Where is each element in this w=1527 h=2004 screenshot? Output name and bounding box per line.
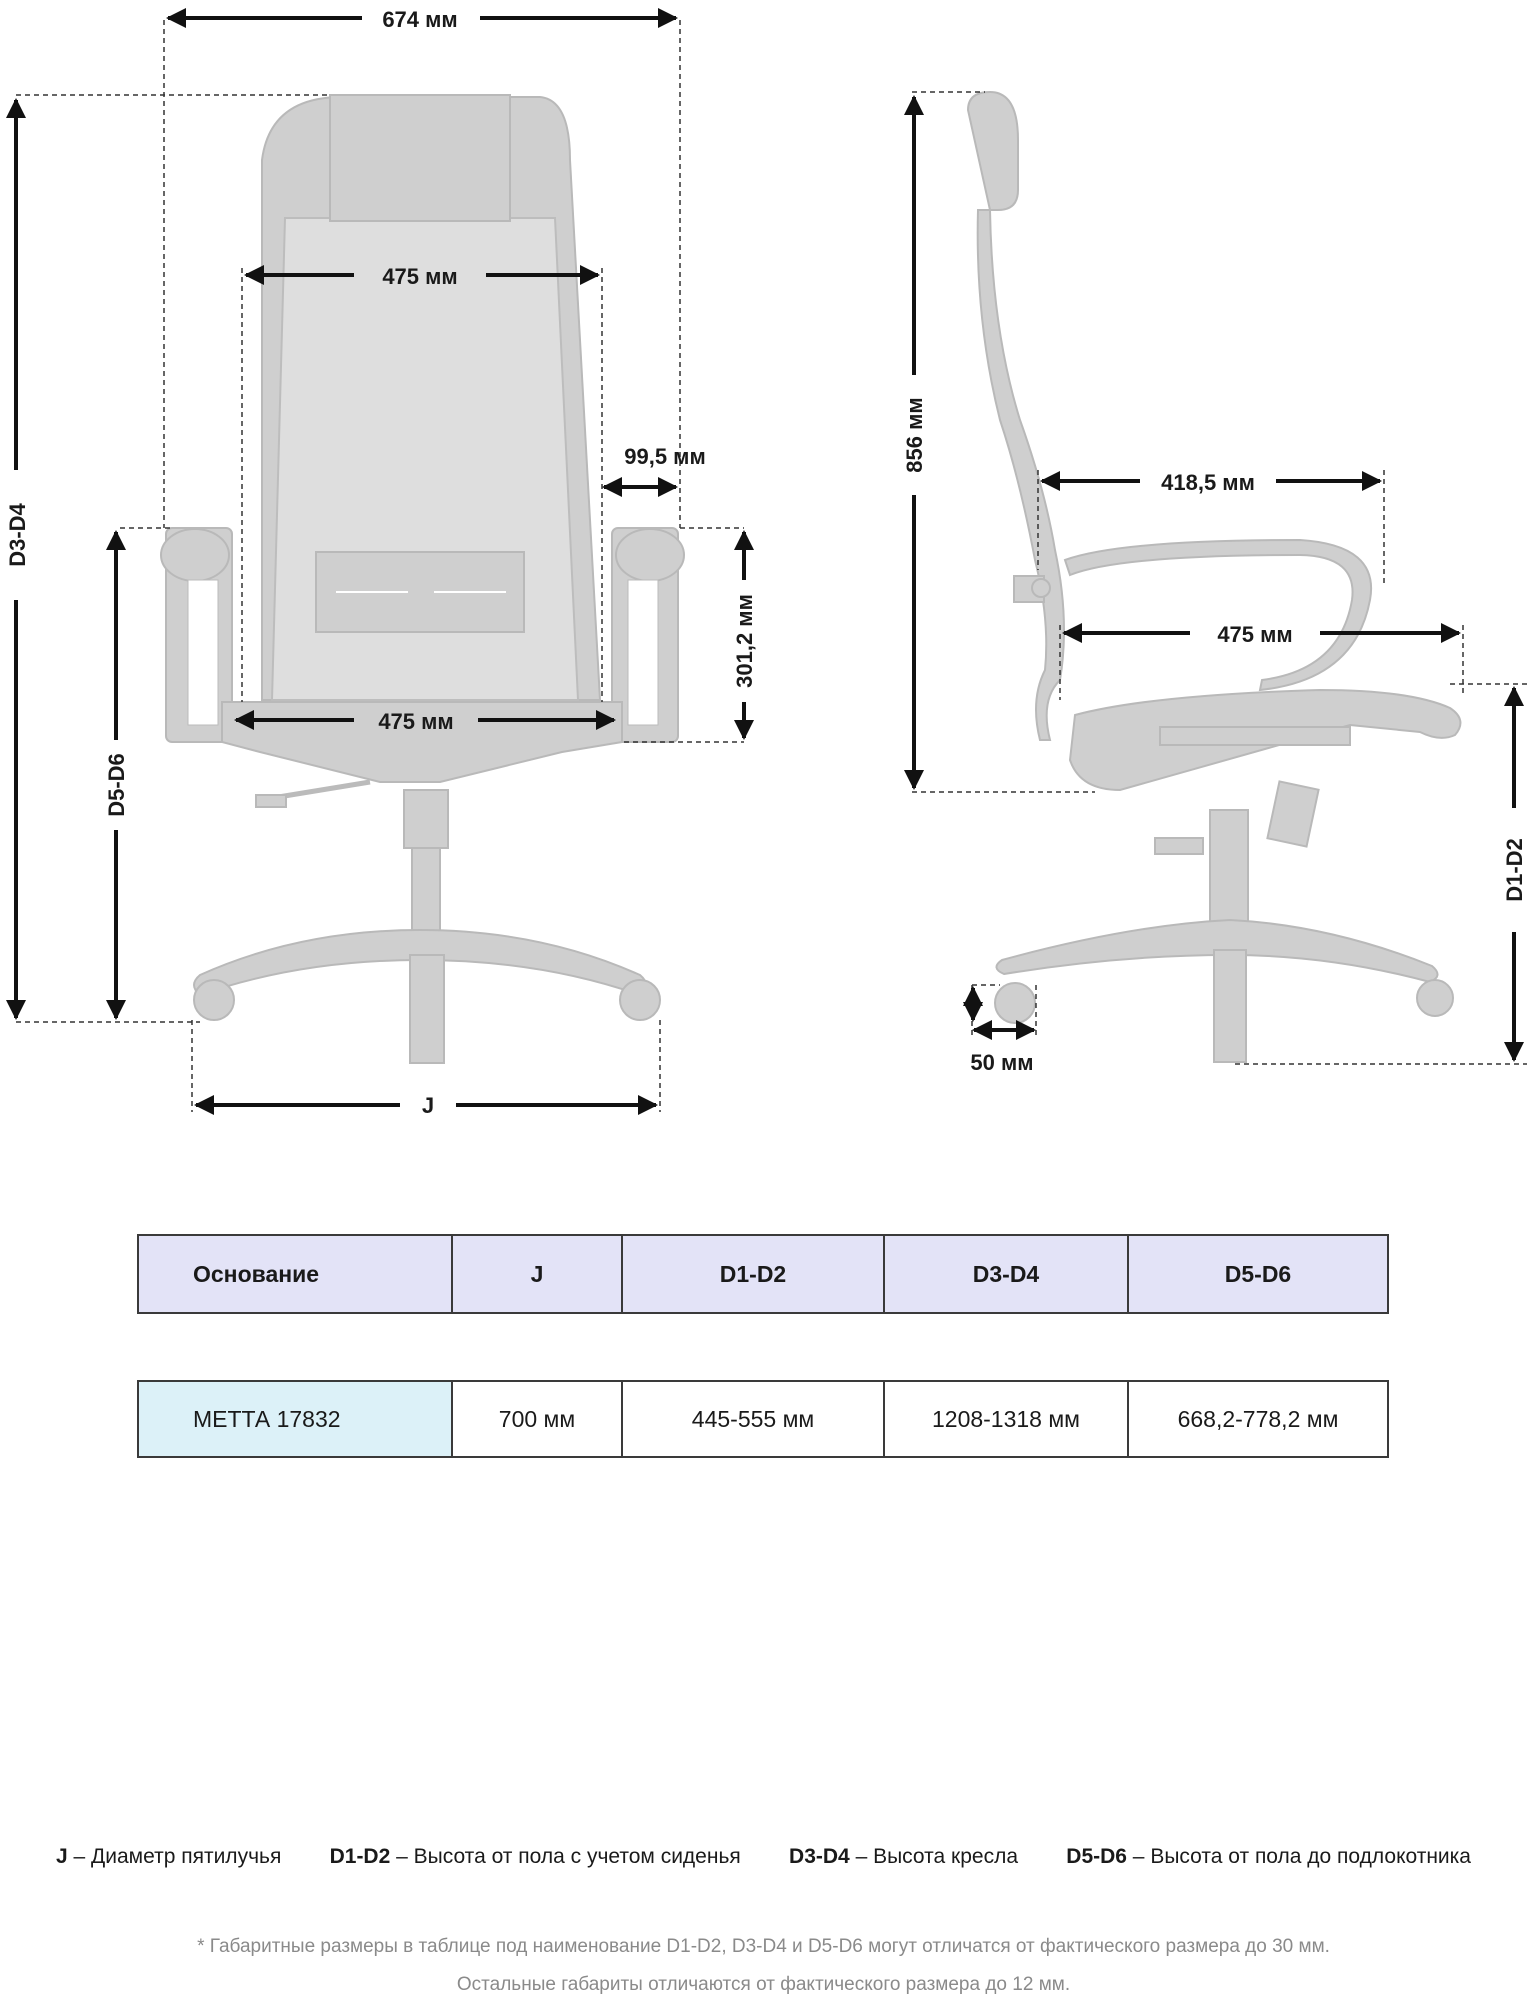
front-chair-illustration [161,95,684,1063]
back-width-label: 475 мм [382,264,458,289]
header-d1-d2: D1-D2 [622,1235,884,1313]
table-header-row [138,1235,1388,1313]
footnote [0,1928,1527,2004]
side-chair-illustration [968,92,1460,1062]
cell-base: МЕТТА 17832 [138,1381,452,1457]
table-row [138,1381,1388,1457]
cell-d3-d4: 1208-1318 мм [884,1381,1128,1457]
armrest-floor-label: D5-D6 [104,753,129,817]
header-j: J [452,1235,622,1313]
chair-height-label: D3-D4 [5,503,30,567]
footnote-line-1: * Габаритные размеры в таблице под наименование D1-D2, D3-D4 и D5-D6 могут отличатся от фактического размера до 30 мм. [197,1936,1330,1957]
legend-item-d3-d4: D3-D4 – Высота кресла [789,1845,1019,1868]
armrest-width-label: 99,5 мм [624,444,706,469]
legend-item-j: J – Диаметр пятилучья [56,1845,282,1868]
overall-width-label: 674 мм [382,7,458,32]
footnote-line-2: Остальные габариты отличаются от фактического размера до 12 мм. [456,1974,1071,1995]
cell-d1-d2: 445-555 мм [622,1381,884,1457]
back-height-label: 856 мм [902,397,927,473]
cell-d5-d6: 668,2-778,2 мм [1128,1381,1388,1457]
seat-height-label: D1-D2 [1502,838,1527,902]
header-d5-d6: D5-D6 [1128,1235,1388,1313]
header-base: Основание [138,1235,452,1313]
armrest-height-label: 301,2 мм [732,594,757,688]
spec-table [137,1234,1389,1458]
table-spacer [138,1313,1388,1381]
legend [0,1845,1527,1869]
legend-item-d1-d2: D1-D2 – Высота от пола с учетом сиденья [329,1845,741,1868]
cell-j: 700 мм [452,1381,622,1457]
legend-item-d5-d6: D5-D6 – Высота от пола до подлокотника [1066,1845,1471,1868]
seat-depth-label: 418,5 мм [1161,470,1255,495]
seat-width-label: 475 мм [378,709,454,734]
base-diameter-label: J [421,1093,435,1118]
wheel-size-label: 50 мм [970,1050,1034,1075]
seat-length-label: 475 мм [1217,622,1293,647]
header-d3-d4: D3-D4 [884,1235,1128,1313]
